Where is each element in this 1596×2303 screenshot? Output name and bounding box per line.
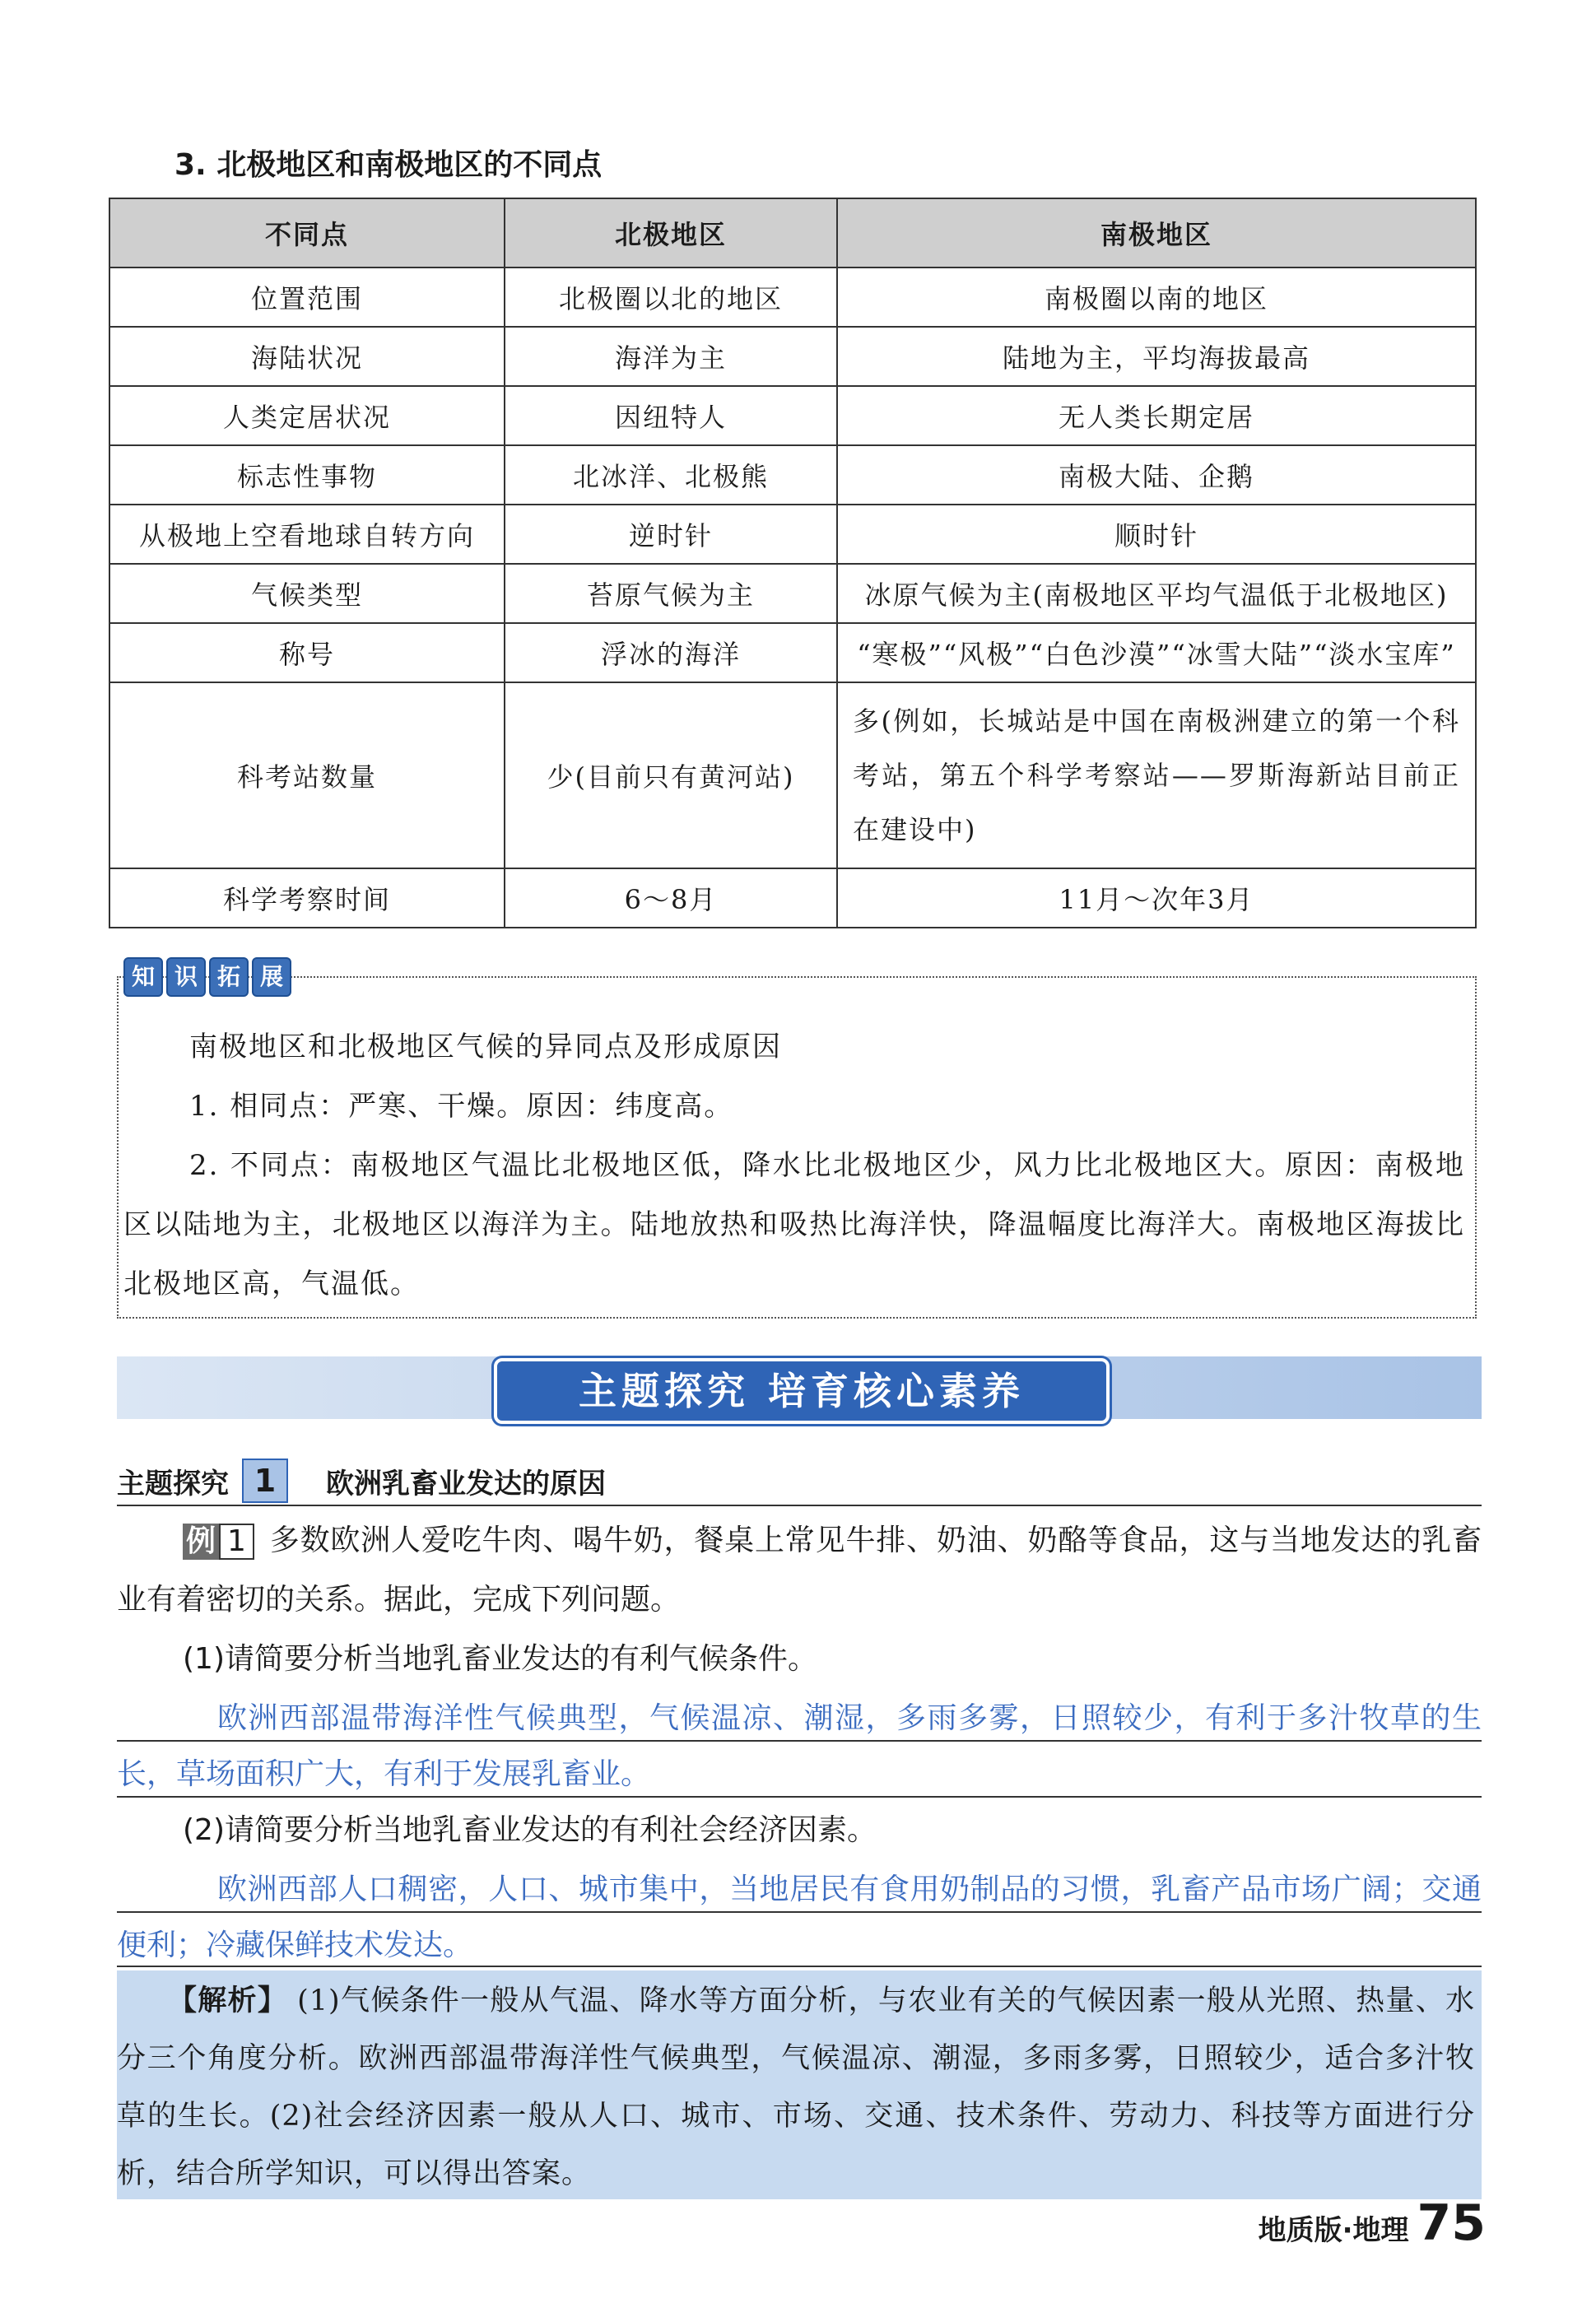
example-tag-number: 1 <box>219 1524 254 1560</box>
table-cell: “寒极”“风极”“白色沙漠”“冰雪大陆”“淡水宝库” <box>837 623 1476 682</box>
table-cell: 苔原气候为主 <box>505 564 837 623</box>
page-number: 75 <box>1417 2194 1486 2252</box>
table-row <box>109 327 1476 386</box>
table-row <box>109 386 1476 445</box>
table-cell: 标志性事物 <box>109 445 505 505</box>
answer-underline <box>117 1740 1482 1742</box>
table-cell: 从极地上空看地球自转方向 <box>109 505 505 564</box>
table-cell: 气候类型 <box>109 564 505 623</box>
example-tag <box>183 1524 254 1560</box>
table-row <box>109 445 1476 505</box>
tag-char: 展 <box>252 957 291 997</box>
table-cell: 多(例如，长城站是中国在南极洲建立的第一个科考站，第五个科学考察站——罗斯海新站目前正在建设中) <box>837 682 1476 868</box>
table-cell: 南极大陆、企鹅 <box>837 445 1476 505</box>
table-cell: 北极圈以北的地区 <box>505 268 837 327</box>
banner-title: 主题探究 培育核心素养 <box>494 1358 1110 1424</box>
answer-2: 欧洲西部人口稠密，人口、城市集中，当地居民有食用奶制品的习惯，乳畜产品市场广阔；交通便利；冷藏保鲜技术发达。 <box>117 1873 1482 1962</box>
example-stem <box>117 1511 1482 1630</box>
tag-char: 拓 <box>209 957 249 997</box>
table-row <box>109 868 1476 928</box>
table-row <box>109 564 1476 623</box>
table-cell: 冰原气候为主(南极地区平均气温低于北极地区) <box>837 564 1476 623</box>
edition-label: 地质版·地理 <box>1258 2214 1409 2247</box>
answer-1: 欧洲西部温带海洋性气候典型，气候温凉、潮湿，多雨多雾，日照较少，有利于多汁牧草的生长，草场面积广大，有利于发展乳畜业。 <box>117 1701 1482 1791</box>
table-header: 南极地区 <box>837 198 1476 268</box>
table-cell: 科考站数量 <box>109 682 505 868</box>
table-row <box>109 623 1476 682</box>
table-row <box>109 505 1476 564</box>
divider <box>117 1505 1482 1506</box>
tag-char: 知 <box>123 957 163 997</box>
topic-heading <box>117 1459 606 1503</box>
paragraph: 2. 不同点：南极地区气温比北极地区低，降水比北极地区少，风力比北极地区大。原因：南极地区以陆地为主，北极地区以海洋为主。陆地放热和吸热比海洋快，降温幅度比海洋大。南极地区海拔比北极地区高，气温低。 <box>123 1149 1465 1300</box>
table-cell: 少(目前只有黄河站) <box>505 682 837 868</box>
table-header: 北极地区 <box>505 198 837 268</box>
question-2: (2)请简要分析当地乳畜业发达的有利社会经济因素。 <box>183 1813 877 1847</box>
table-cell: 北冰洋、北极熊 <box>505 445 837 505</box>
table-cell: 因纽特人 <box>505 386 837 445</box>
knowledge-extension-text <box>123 1017 1465 1314</box>
table-cell: 科学考察时间 <box>109 868 505 928</box>
table-cell: 陆地为主，平均海拔最高 <box>837 327 1476 386</box>
table-row <box>109 682 1476 868</box>
topic-title: 欧洲乳畜业发达的原因 <box>326 1467 606 1500</box>
table-cell: 顺时针 <box>837 505 1476 564</box>
topic-number: 1 <box>242 1459 288 1503</box>
answer-underline <box>117 1966 1482 1967</box>
table-cell: 无人类长期定居 <box>837 386 1476 445</box>
section-title: 3. 北极地区和南极地区的不同点 <box>174 148 603 182</box>
knowledge-extension-tag <box>123 957 291 997</box>
table-cell: 浮冰的海洋 <box>505 623 837 682</box>
analysis-label: 【解析】 <box>168 1984 288 2017</box>
answer-underline <box>117 1911 1482 1913</box>
analysis-body: (1)气候条件一般从气温、降水等方面分析，与农业有关的气候因素一般从光照、热量、水分三个角度分析。欧洲西部温带海洋性气候典型，气候温凉、潮湿，多雨多雾，日照较少，适合多汁牧草的生长。(2)社会经济因素一般从人口、城市、市场、交通、技术条件、劳动力、科技等方面进行分析，结合所学知识，可以得出答案。 <box>117 1984 1475 2190</box>
table-cell: 人类定居状况 <box>109 386 505 445</box>
example-tag-label: 例 <box>183 1524 219 1560</box>
table-row <box>109 268 1476 327</box>
table-cell: 位置范围 <box>109 268 505 327</box>
table-cell: 11月～次年3月 <box>837 868 1476 928</box>
table-header: 不同点 <box>109 198 505 268</box>
topic-label: 主题探究 <box>117 1467 229 1500</box>
table-cell: 海陆状况 <box>109 327 505 386</box>
tag-char: 识 <box>166 957 206 997</box>
table-header-row <box>109 198 1476 268</box>
table-cell: 6～8月 <box>505 868 837 928</box>
paragraph: 南极地区和北极地区气候的异同点及形成原因 <box>189 1031 782 1063</box>
comparison-table <box>109 198 1477 928</box>
table-cell: 称号 <box>109 623 505 682</box>
example-stem-text: 多数欧洲人爱吃牛肉、喝牛奶，餐桌上常见牛排、奶油、奶酪等食品，这与当地发达的乳畜业有着密切的关系。据此，完成下列问题。 <box>117 1524 1482 1617</box>
analysis-text <box>117 1972 1475 2203</box>
table-cell: 南极圈以南的地区 <box>837 268 1476 327</box>
table-cell: 海洋为主 <box>505 327 837 386</box>
question-1: (1)请简要分析当地乳畜业发达的有利气候条件。 <box>183 1642 817 1676</box>
table-cell: 逆时针 <box>505 505 837 564</box>
page-footer <box>1259 2194 1486 2252</box>
paragraph: 1. 相同点：严寒、干燥。原因：纬度高。 <box>189 1090 734 1123</box>
answer-underline <box>117 1796 1482 1798</box>
